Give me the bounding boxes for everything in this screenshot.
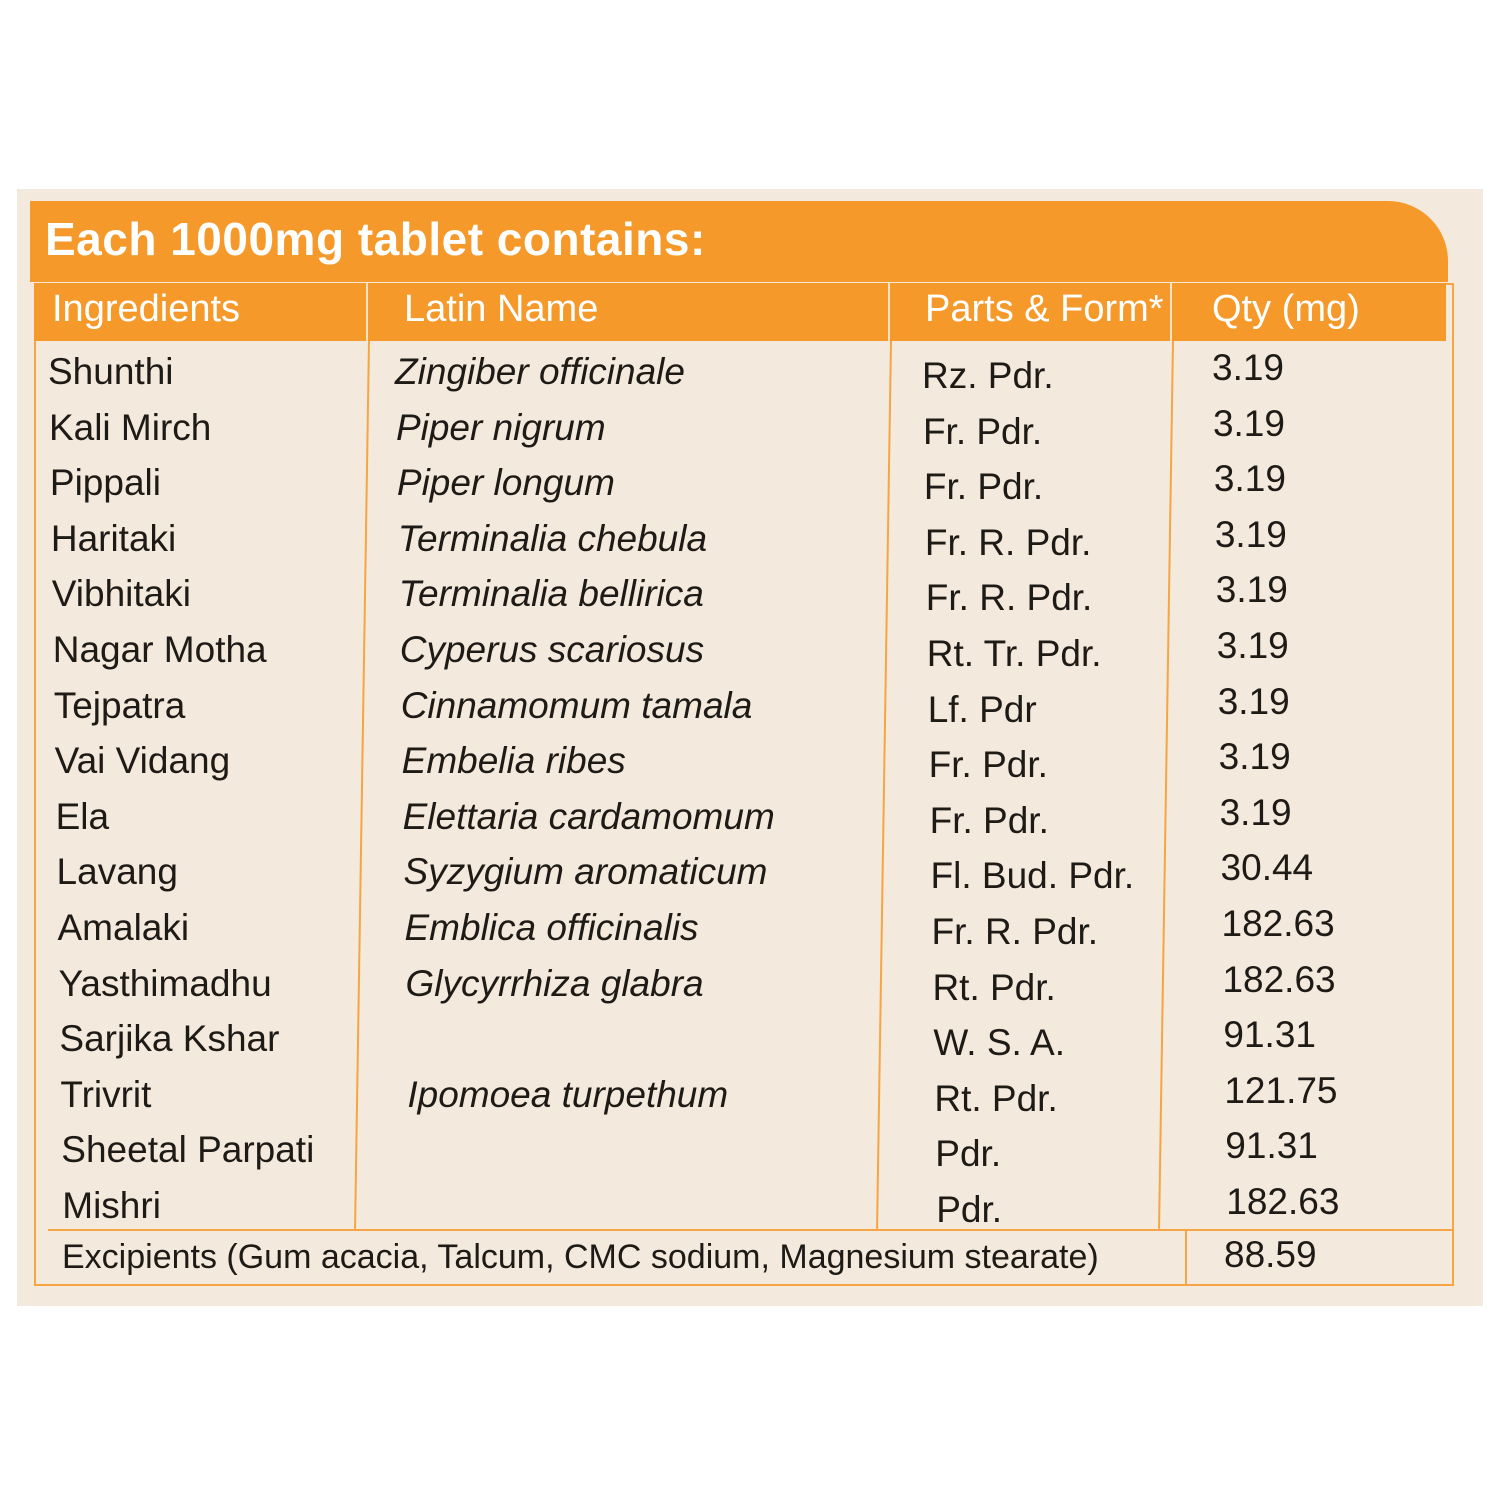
table-title: Each 1000mg tablet contains:: [45, 213, 706, 265]
latin-name-cell: Syzygium aromaticum: [403, 851, 768, 893]
parts-form-cell: Fr. R. Pdr.: [925, 577, 1093, 619]
ingredient-cell: Vai Vidang: [54, 740, 231, 782]
parts-form-cell: Rt. Tr. Pdr.: [926, 633, 1102, 674]
latin-name-cell: Glycyrrhiza glabra: [405, 962, 704, 1004]
qty-cell: 3.19: [1212, 347, 1285, 388]
parts-form-cell: Fr. Pdr.: [929, 799, 1049, 841]
parts-form-cell: Fl. Bud. Pdr.: [930, 855, 1135, 897]
excipients-label: Excipients (Gum acacia, Talcum, CMC sodium, Magnesium stearate): [62, 1238, 1099, 1276]
qty-cell: 3.19: [1218, 736, 1291, 778]
qty-cell: 182.63: [1226, 1181, 1340, 1222]
parts-form-cell: Fr. Pdr.: [922, 410, 1043, 452]
excipients-qty: 88.59: [1224, 1234, 1317, 1275]
header-ingredients: Ingredients: [52, 288, 241, 330]
latin-name-cell: Terminalia bellirica: [398, 573, 704, 615]
ingredient-cell: Ela: [55, 795, 110, 837]
header-parts-form: Parts & Form*: [925, 288, 1164, 330]
header-latin-name: Latin Name: [404, 288, 599, 330]
ingredient-cell: Tejpatra: [53, 684, 186, 726]
ingredient-cell: Mishri: [62, 1185, 161, 1226]
latin-name-cell: Terminalia chebula: [397, 517, 708, 559]
qty-cell: 3.19: [1215, 569, 1288, 611]
parts-form-cell: Rt. Pdr.: [934, 1077, 1058, 1119]
qty-cell: 3.19: [1213, 458, 1286, 500]
qty-cell: 30.44: [1220, 847, 1314, 889]
latin-name-cell: Piper nigrum: [395, 406, 606, 448]
ingredient-cell: Vibhitaki: [51, 573, 191, 615]
parts-form-cell: Pdr.: [936, 1189, 1003, 1230]
latin-name-cell: Emblica officinalis: [404, 907, 699, 948]
header-divider: [366, 283, 368, 341]
ingredient-cell: Lavang: [56, 851, 178, 893]
ingredient-cell: Amalaki: [57, 907, 190, 948]
qty-cell: 3.19: [1216, 625, 1289, 666]
qty-cell: 121.75: [1224, 1069, 1338, 1111]
ingredient-cell: Sarjika Kshar: [59, 1018, 280, 1060]
ingredient-cell: Kali Mirch: [48, 406, 212, 448]
ingredient-cell: Haritaki: [50, 517, 177, 559]
header-qty: Qty (mg): [1212, 288, 1360, 330]
latin-name-cell: Ipomoea turpethum: [407, 1073, 729, 1115]
latin-name-cell: Embelia ribes: [401, 740, 626, 782]
qty-cell: 3.19: [1217, 680, 1290, 722]
row-divider: [48, 1229, 1454, 1231]
ingredient-cell: Pippali: [49, 462, 161, 504]
ingredient-cell: Nagar Motha: [52, 629, 267, 670]
ingredient-cell: Sheetal Parpati: [61, 1129, 315, 1171]
ingredient-cell: Trivrit: [60, 1073, 152, 1115]
qty-cell: 182.63: [1222, 958, 1336, 1000]
qty-cell: 91.31: [1223, 1014, 1316, 1056]
latin-name-cell: Elettaria cardamomum: [402, 795, 775, 837]
latin-name-cell: Cinnamomum tamala: [400, 684, 753, 726]
parts-form-cell: Rt. Pdr.: [932, 966, 1056, 1008]
ingredient-cell: Yasthimadhu: [58, 962, 272, 1004]
latin-name-cell: Zingiber officinale: [395, 351, 685, 392]
parts-form-cell: Fr. Pdr.: [923, 466, 1044, 508]
header-divider: [1170, 283, 1172, 341]
parts-form-cell: Rz. Pdr.: [922, 355, 1054, 396]
parts-form-cell: Fr. R. Pdr.: [924, 521, 1092, 563]
column-divider: [1185, 1229, 1187, 1286]
qty-cell: 3.19: [1214, 513, 1287, 555]
qty-cell: 3.19: [1212, 402, 1285, 444]
parts-form-cell: Fr. Pdr.: [928, 744, 1048, 786]
parts-form-cell: Pdr.: [935, 1133, 1002, 1175]
qty-cell: 182.63: [1221, 903, 1335, 944]
header-divider: [888, 283, 890, 341]
ingredient-cell: Shunthi: [48, 351, 174, 392]
qty-cell: 91.31: [1225, 1125, 1318, 1167]
parts-form-cell: Lf. Pdr: [927, 688, 1037, 730]
parts-form-cell: W. S. A.: [933, 1022, 1065, 1064]
qty-cell: 3.19: [1219, 791, 1292, 833]
parts-form-cell: Fr. R. Pdr.: [931, 911, 1099, 952]
latin-name-cell: Cyperus scariosus: [399, 629, 705, 670]
latin-name-cell: Piper longum: [396, 462, 615, 504]
